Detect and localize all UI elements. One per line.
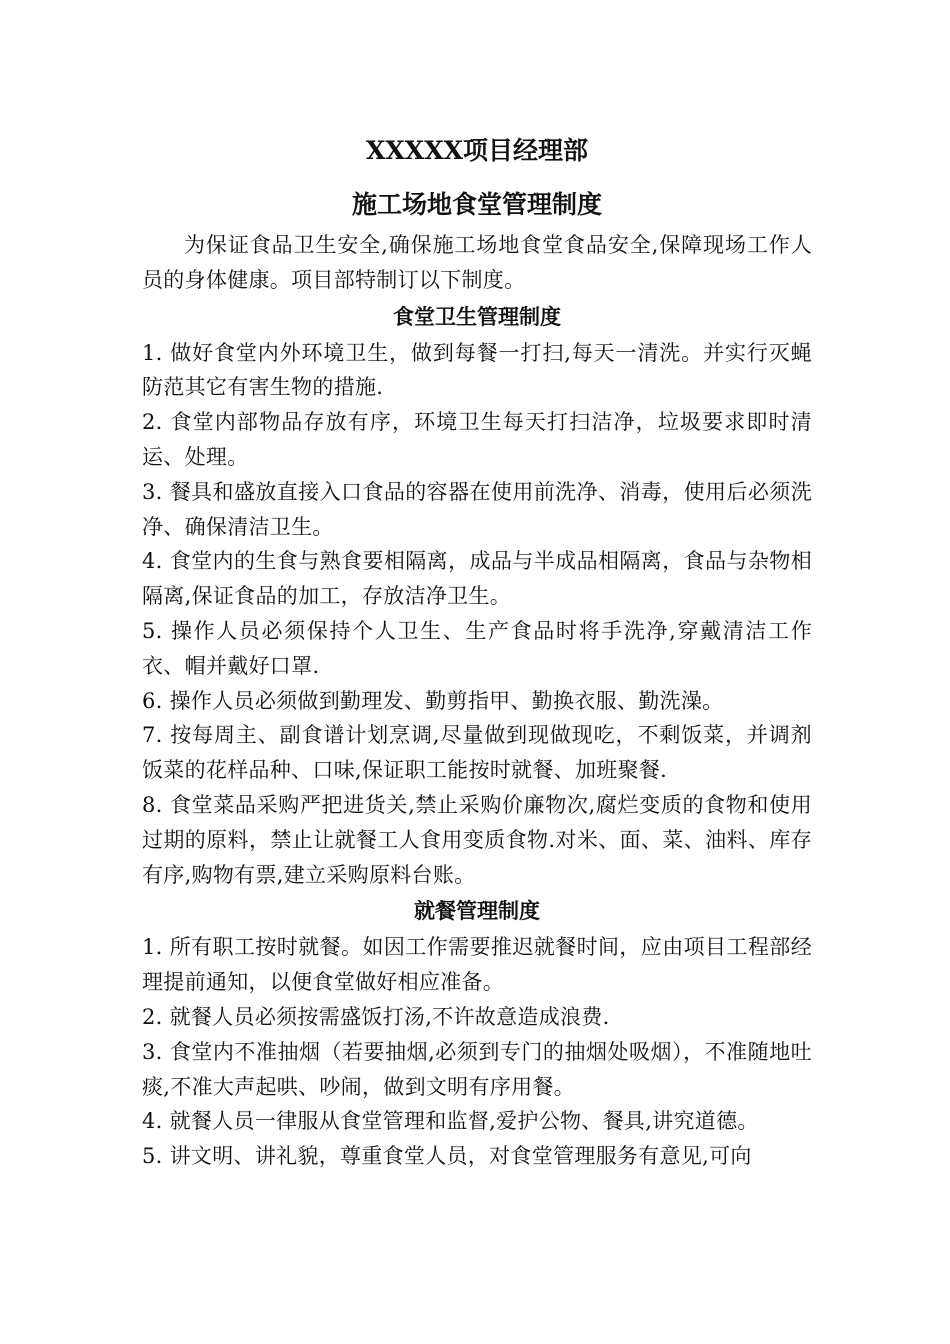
item-text: 讲文明、讲礼貌，尊重食堂人员，对食堂管理服务有意见,可向 [169,1144,752,1169]
item-text: 食堂菜品采购严把进货关,禁止采购价廉物次,腐烂变质的食物和使用过期的原料，禁止让就餐工人食用变质食物.对米、面、菜、油料、库存有序,购物有票,建立采购原料台账。 [142,792,812,887]
item-number: 5. [142,1144,170,1169]
list-item [142,336,812,406]
list-item [142,1139,812,1174]
item-text: 食堂内不准抽烟（若要抽烟,必须到专门的抽烟处吸烟），不准随地吐痰,不准大声起哄、吵闹，做到文明有序用餐。 [142,1039,812,1099]
document-page [142,128,812,1174]
item-text: 所有职工按时就餐。如因工作需要推迟就餐时间，应由项目工程部经理提前通知，以便食堂做好相应准备。 [142,935,812,995]
list-item [142,475,812,545]
item-number: 6. [142,688,170,713]
item-number: 2. [142,1004,170,1029]
item-text: 操作人员必须保持个人卫生、生产食品时将手洗净,穿戴清洁工作衣、帽并戴好口罩. [142,618,812,678]
list-item [142,1035,812,1105]
document-title: XXXXX项目经理部 [366,136,588,165]
list-item [142,788,812,892]
item-number: 1. [142,935,170,960]
item-text: 就餐人员一律服从食堂管理和监督,爱护公物、餐具,讲究道德。 [169,1109,759,1134]
item-number: 3. [142,479,170,504]
intro-paragraph: 为保证食品卫生安全,确保施工场地食堂食品安全,保障现场工作人员的身体健康。项目部特制订以下制度。 [142,233,812,292]
item-number: 4. [142,1109,170,1134]
list-item [142,1000,812,1035]
item-text: 餐具和盛放直接入口食品的容器在使用前洗净、消毒，使用后必须洗净、确保清洁卫生。 [142,479,812,539]
item-number: 1. [142,340,171,365]
list-item [142,614,812,684]
list-item [142,718,812,788]
item-text: 食堂内部物品存放有序，环境卫生每天打扫洁净，垃圾要求即时清运、处理。 [142,410,812,469]
item-number: 2. [142,410,171,435]
item-number: 8. [142,792,170,817]
section-title-hygiene: 食堂卫生管理制度 [393,303,561,329]
item-text: 就餐人员必须按需盛饭打汤,不许故意造成浪费. [169,1004,610,1029]
list-item [142,1104,812,1139]
list-item [142,930,812,1000]
list-item [142,544,812,614]
list-item [142,684,812,719]
item-number: 7. [142,723,171,748]
item-number: 3. [142,1039,170,1064]
item-text: 操作人员必须做到勤理发、勤剪指甲、勤换衣服、勤洗澡。 [169,688,724,713]
document-subtitle: 施工场地食堂管理制度 [351,190,602,219]
item-text: 按每周主、副食谱计划烹调,尽量做到现做现吃，不剩饭菜，并调剂饭菜的花样品种、口味,保证职工能按时就餐、加班聚餐. [142,723,812,783]
item-number: 5. [142,618,171,643]
section-title-dining: 就餐管理制度 [414,898,540,924]
item-text: 食堂内的生食与熟食要相隔离，成品与半成品相隔离，食品与杂物相隔离,保证食品的加工，存放洁净卫生。 [142,549,812,609]
item-text: 做好食堂内外环境卫生，做到每餐一打扫,每天一清洗。并实行灭蝇防范其它有害生物的措施. [142,340,812,400]
item-number: 4. [142,549,170,574]
list-item [142,405,812,475]
